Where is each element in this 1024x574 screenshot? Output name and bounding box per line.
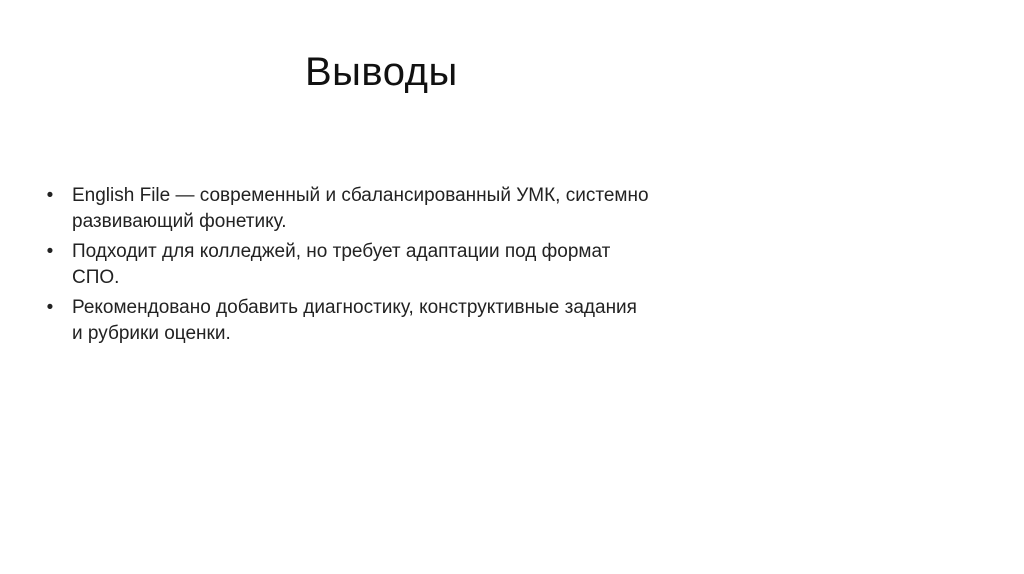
bullet-dot-icon: • <box>46 297 54 318</box>
slide-title: Выводы <box>305 50 458 94</box>
bullet-text-line: English File — современный и сбалансированный УМК, системно <box>72 185 649 206</box>
bullet-text-line: и рубрики оценки. <box>72 323 231 344</box>
bullet-text-line: Рекомендовано добавить диагностику, конструктивные задания <box>72 297 637 318</box>
bullet-text-line: Подходит для колледжей, но требует адаптации под формат <box>72 241 611 262</box>
bullet-dot-icon: • <box>46 241 54 262</box>
bullet-item <box>40 295 740 347</box>
bullet-dot-icon: • <box>46 185 54 206</box>
bullet-list <box>40 183 740 351</box>
bullet-text-line: СПО. <box>72 267 120 288</box>
bullet-text-line: развивающий фонетику. <box>72 211 287 232</box>
bullet-item <box>40 183 740 235</box>
bullet-item <box>40 239 740 291</box>
